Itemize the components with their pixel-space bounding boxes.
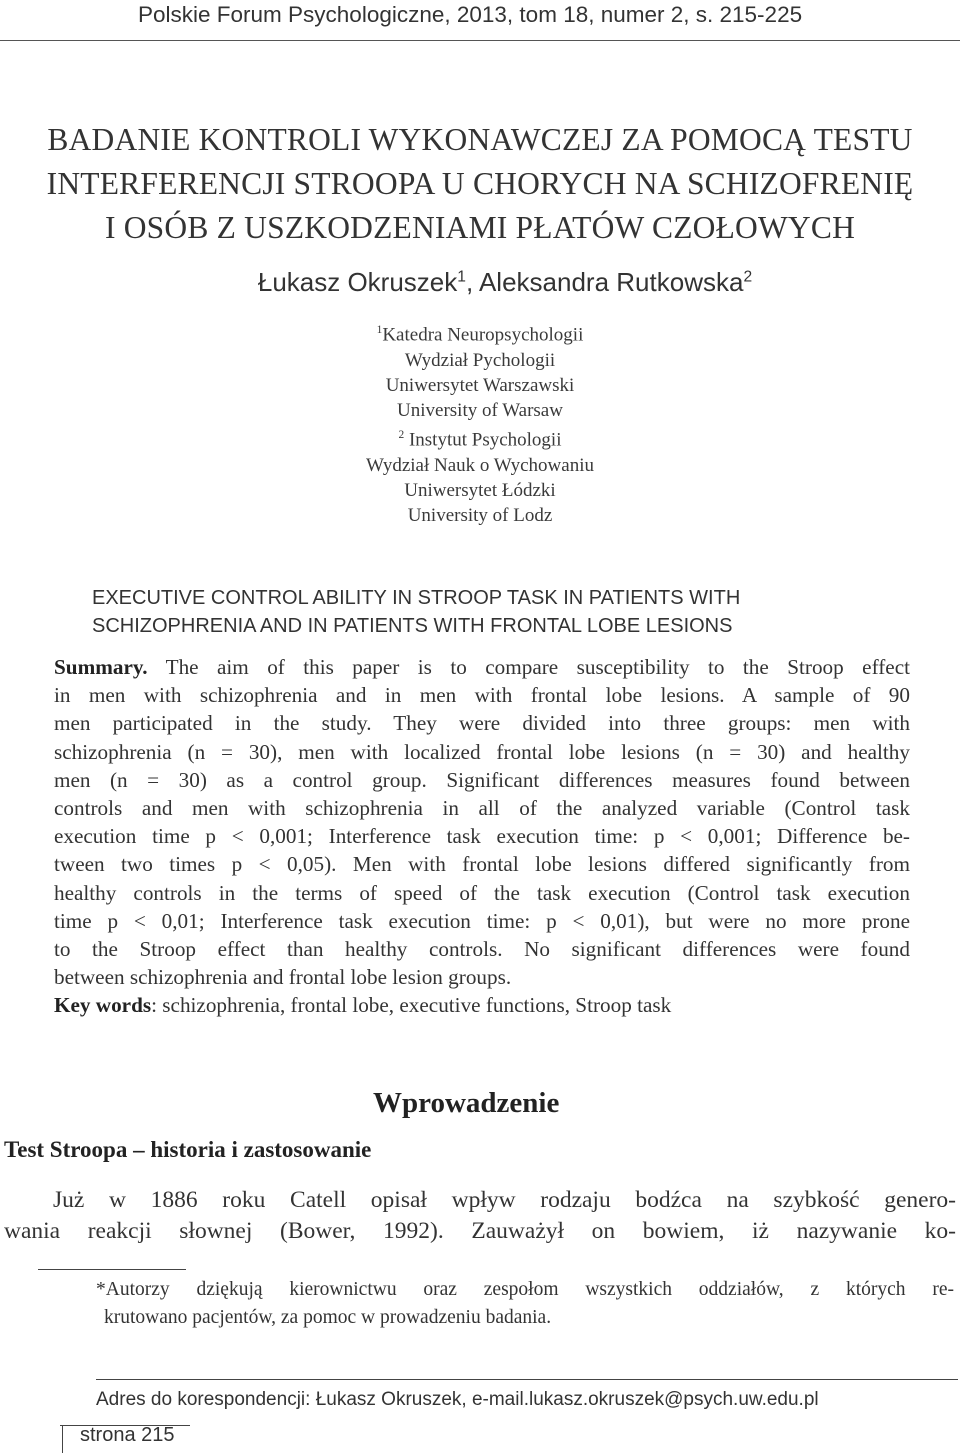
correspondence-divider xyxy=(96,1379,958,1380)
title-line-3: I OSÓB Z USZKODZENIAMI PŁATÓW CZOŁOWYCH xyxy=(104,210,856,245)
abstract-line: controls and men with schizophrenia in all of the analyzed variable (Control task xyxy=(54,796,910,821)
affiliation-2-line-3: Uniwersytet Łódzki xyxy=(404,479,556,501)
keywords-label: Key words xyxy=(54,993,152,1018)
summary-label: Summary. xyxy=(54,655,148,679)
affiliation-1-line-3: Uniwersytet Warszawski xyxy=(385,374,575,396)
title-line-1: BADANIE KONTROLI WYKONAWCZEJ ZA POMOCĄ TESTU xyxy=(47,122,913,157)
affiliations xyxy=(0,318,960,528)
abstract-line: between schizophrenia and frontal lobe lesion groups. xyxy=(54,965,512,990)
english-title xyxy=(92,584,740,640)
footnote-line-2: krutowano pacjentów, za pomoc w prowadzeniu badania. xyxy=(104,1307,552,1328)
journal-citation: Polskie Forum Psychologiczne, 2013, tom 18, numer 2, s. 215-225 xyxy=(138,2,803,27)
keywords-list: : schizophrenia, frontal lobe, executive functions, Stroop task xyxy=(151,993,672,1018)
author-2-affiliation-mark: 2 xyxy=(743,268,753,286)
affiliation-1-line-1: $^1$Katedra Neuropsychologii xyxy=(376,324,584,346)
correspondence-address: Adres do korespondencji: Łukasz Okruszek, e-mail.lukasz.okruszek@psych.uw.edu.pl xyxy=(96,1389,819,1410)
abstract-line: schizophrenia (n = 30), men with localized frontal lobe lesions (n = 30) and healthy xyxy=(54,739,910,764)
affiliation-1-line-4: University of Warsaw xyxy=(397,399,563,421)
page-number-bar xyxy=(62,1426,63,1453)
abstract-line: men participated in the study. They were divided into three groups: men with xyxy=(54,711,910,736)
abstract-line: in men with schizophrenia and in men with frontal lobe lesions. A sample of 90 xyxy=(54,683,910,708)
authors xyxy=(0,267,960,298)
author-1-affiliation-mark: 1 xyxy=(457,268,466,286)
abstract-line: men (n = 30) as a control group. Significant differences measures found between xyxy=(54,767,910,792)
author-separator: , xyxy=(465,267,479,297)
footnote-line-1: *Autorzy dziękują kierownictwu oraz zespołom wszystkich oddziałów, z których re- xyxy=(96,1279,954,1300)
affiliation-2-mark: 2 xyxy=(398,429,405,442)
footnote-divider xyxy=(38,1269,186,1270)
affiliation-2-line-2: Wydział Nauk o Wychowaniu xyxy=(366,454,594,476)
title-line-2: INTERFERENCJI STROOPA U CHORYCH NA SCHIZOFRENIĘ xyxy=(46,166,914,201)
abstract-line: tween two times p < 0,05). Men with frontal lobe lesions differed significantly from xyxy=(54,852,910,877)
keywords-line xyxy=(54,991,910,1019)
abstract-line: Summary. The aim of this paper is to compare susceptibility to the Stroop effect xyxy=(54,655,910,679)
abstract-line: time p < 0,01; Interference task execution time: p < 0,01), but were no more prone xyxy=(54,908,910,933)
author-2: Aleksandra Rutkowska xyxy=(478,267,744,297)
abstract xyxy=(54,653,910,1020)
affiliation-1-mark: 1 xyxy=(376,324,383,336)
body-paragraph xyxy=(4,1185,956,1247)
acknowledgement-footnote xyxy=(96,1276,954,1332)
english-title-line-2: SCHIZOPHRENIA AND IN PATIENTS WITH FRONTAL LOBE LESIONS xyxy=(92,615,733,637)
article-title xyxy=(0,118,960,250)
body-line-2: wania reakcji słownej (Bower, 1992). Zauważył on bowiem, iż nazywanie ko- xyxy=(4,1218,956,1244)
page-number: strona 215 xyxy=(80,1424,175,1446)
section-heading: Wprowadzenie xyxy=(373,1087,560,1119)
affiliation-2-line-1: $^2$ Instytut Psychologii xyxy=(398,429,562,451)
author-1: Łukasz Okruszek xyxy=(257,267,458,297)
subsection-heading: Test Stroopa – historia i zastosowanie xyxy=(4,1137,372,1162)
body-line-1: Już w 1886 roku Catell opisał wpływ rodzaju bodźca na szybkość genero- xyxy=(53,1187,956,1213)
english-title-line-1: EXECUTIVE CONTROL ABILITY IN STROOP TASK IN PATIENTS WITH xyxy=(92,587,741,609)
abstract-line: execution time p < 0,001; Interference task execution time: p < 0,001; Difference be- xyxy=(54,824,910,849)
abstract-line: to the Stroop effect than healthy controls. No significant differences were found xyxy=(54,937,910,962)
affiliation-2-line-4: University of Lodz xyxy=(407,505,553,527)
header-divider xyxy=(0,40,960,41)
abstract-line: healthy controls in the terms of speed of the task execution (Control task execution xyxy=(54,880,910,905)
affiliation-1-line-2: Wydział Pychologii xyxy=(404,349,556,371)
